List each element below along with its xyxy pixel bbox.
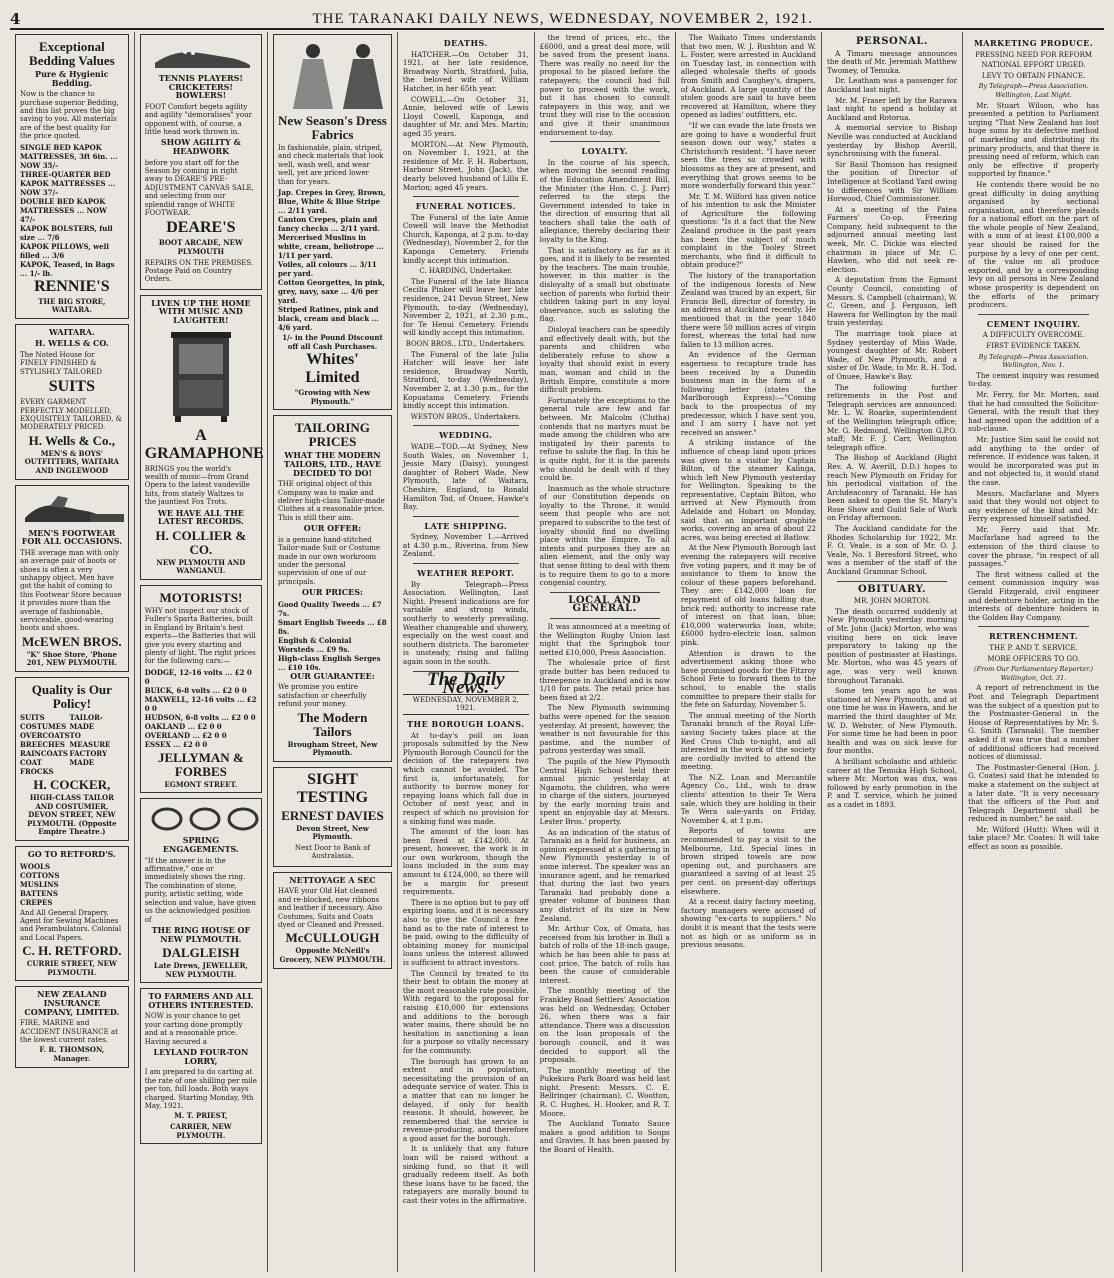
price-item: Striped Ratines, pink and black, cream and black ... 4/6 yard. [278,305,379,333]
ad-address: MEN'S & BOYS' OUTFITTERS, WAITARA AND INGLEWOOD [24,448,119,476]
article-paragraph: The cement inquiry was resumed to-day. [968,370,1100,389]
ad-address: CURRIE STREET, NEW PLYMOUTH. [26,959,117,977]
ad-modern-tailors [273,415,392,761]
article-paragraph: In the course of his speech, when moving the second reading of the Education Amendment Bill, the Minister (the Hon. C. J. Parr) referred to the steps the Government intended to take in the direction of ensuring that all teachers shall take the oath of allegiance, thereby declaring their loyalty to the King. [539,157,670,245]
ad-nz-insurance [15,986,129,1067]
article-paragraph: Inasmuch as the whole structure of our Constitution depends on loyalty to the Throne, it would seem that people who are not prepared to subscribe to the test of loyalty should find no dwelling place within the Empire. To all intents and purposes they are an alien element, and the only way that sense fitting to deal with them is to require them to go to a more congenial country. [539,483,670,588]
price-item: Cotton Georgettes, in pink, grey, navy, saxe ... 4/6 per yard. [278,278,385,306]
column-8 [963,32,1104,1272]
divider [413,425,519,426]
ad-address: "K" Shoe Store, 'Phone 201, NEW PLYMOUTH. [26,649,118,668]
article-heading-marketing: MARKETING PRODUCE. [973,38,1094,48]
column-3 [268,32,398,1272]
article-paragraph: The borough has grown to an extent and in population, necessitating the provision of an adequate service of water. This is a matter that can no longer be delayed, if only for health reasons. It should, however, be remembered that the service is revenue-producing, and therefore a good asset for the borough. [402,1056,529,1143]
list-item: SUITS [20,713,45,723]
ad-footnote: 1/- in the Pound Discount off all Cash Purchases. [282,333,383,351]
ad-title: NETTOYAGE A SEC [289,874,376,885]
article-paragraph: The amount of the loan has been fixed at £142,000. At present, however, the work is in our own workroom, though the loans included in the sum may amount to £124,000, so there will be a margin for present requirements. [402,827,529,897]
article-paragraph: A striking instance of the influence of cheap land upon prices was given to a visitor by Captain Bilton, of the steamer Kalinga, which left New Plymouth yesterday for Wellington. Speaking to the representative, Captain Bilton, who arrived at New Plymouth from Adelaide and Hobart on Monday, said that an important graphite works, covering an area of about 22 acres, was being erected at Batlow. [680,438,816,542]
article-paragraph: The wholesale price of first grade butter has been reduced to threepence in Auckland and is now 1/10 for pats. The retail price has been fixed at 2/2. [539,658,670,702]
guarantee-body: We promise you entire satisfaction or cheerfully refund your money. [278,683,367,709]
ad-mcewen-footwear [15,485,129,672]
ad-subtitle: WE HAVE ALL THE LATEST RECORDS. [157,507,244,527]
list-item: OVERCOATS [20,731,70,741]
ad-address: Late Drews, JEWELLER, NEW PLYMOUTH. [153,961,248,979]
article-paragraph: An evidence of the German eagerness to recapture trade has been received by a Dunedin business man in the form of a following letter (states the Marlborough Express):—"Coming back to the prospectus of my predecessor, which I have sent you, and I am sorry I have not yet received an answer." [680,350,816,437]
ad-firm: H. COCKER, [33,777,111,793]
ad-price-list [145,668,257,749]
divider [837,581,947,582]
article-paragraph: The Auckland Tomato Sauce makes a good addition to Soups and Gravies. It has been passed by the Board of Health. [539,1119,670,1155]
article-dek: LEVY TO OBTAIN FINANCE. [981,71,1086,80]
ad-body: HAVE your Old Hat cleaned and re-blocked, new ribbons and leather if necessary. Also Costumes, Suits and Coats dyed or Cleaned and Pressed. [278,887,384,930]
article-heading-cement: CEMENT INQUIRY. [986,318,1081,329]
ad-subtitle: SHOW AGILITY & HEADWORK [160,137,241,156]
ad-title: Exceptional Bedding Values [29,39,115,68]
article-paragraph: A memorial service to Bishop Neville was conducted at Auckland yesterday by Bishop Averill, synchronising with the funeral. [827,123,958,159]
list-item: RAINCOATS [20,749,68,759]
price-item: MAXWELL, 12-16 volts ... £2 0 0 [144,694,257,713]
ad-firm: RENNIE'S [34,277,110,295]
article-paragraph: the trend of prices, etc., the £6000, and a great deal more, will be saved from the present loans. There was really no need for the proposal to be placed before the ratepayers; the council had full power to proceed with the work, but it has chosen to consult ratepayers in this way, and we trust they will rise to the occasion and give it their unanimous endorsement to-day. [539,33,670,137]
ad-firm: Whites' Limited [305,351,360,387]
ad-subtitle: WHAT THE MODERN TAILORS, LTD., HAVE DECIDED TO DO! [283,450,382,478]
ad-body: BRINGS you the world's wealth of music—from Grand Opera to the latest vaudeville hits, from stately Waltzes to the jauntiest Fox Trots. [144,464,250,507]
price-item: ESSEX ... £2 0 0 [144,739,208,749]
obituary-name: MR. JOHN MORTON. [853,597,931,606]
ad-firm: JELLYMAN & FORBES [157,749,244,779]
article-paragraph: At the New Plymouth Borough last evening the ratepayers will receive five voting papers, and it may be of assistance to them to know the colour of these papers beforehand. They are: £142,000 loan for repayment of old loans falling due, brick red; authority to increase rate of interest on that loan, blue; £10,000 waterworks loan, white; £6000 hydro-electric loan, salmon pink. [680,543,816,647]
section-heading-wedding: WEDDING. [439,430,493,441]
article-paragraph: The annual meeting of the North Taranaki branch of the Royal Life-saving Society takes place at the Red Cross Club to-night, and all interested in the work of the society are cordially invited to attend the meeting. [680,710,816,772]
article-paragraph: The history of the transportation of the indigenous forests of New Zealand was traced by an expert, Sir Francis Bell, director of forestry, in an address at Auckland recently. He mentioned that in the year 1840 there were 50 million acres of virgin forest, whereas the total had now fallen to 13 million acres. [680,271,816,349]
article-paragraph: Mr. Justice Sim said he could not add anything to the order of reference. If evidence was taken, it would be incorporated was put in and not objected to, it would stand the case. [968,434,1100,487]
price-item: English & Colonial Worsteds ... £9 9s. [278,635,352,654]
article-paragraph: The Council by treated to its their best to obtain the money at the most reasonable rate possible. With regard to the proposal for raising £10,000 for extensions and additions to the borough water mains, there should be no hesitation in sanctioning a loan for a purpose so vitally necessary for the community. [402,968,529,1055]
ad-body: THE original object of this Company was to make and deliver high-class Tailor-made Clothes at a reasonable price. This is still their aim. [278,480,385,522]
price-item: OAKLAND ... £2 0 0 [144,721,222,731]
notice: MORTON.—At New Plymouth, on November 1, 1921, at the residence of Mr. F. H. Robertson, Harbour Street, John (Jack), the dearly beloved husband of Lilla E. Morton; aged 45 years. [402,139,529,192]
article-credit: By Telegraph—Press Association. Wellington, Nov. 1. [978,352,1089,370]
ad-firm: DEARE'S [166,219,236,237]
article-paragraph: It was announced at a meeting of the Wellington Rugby Union last night that the Springbok tour netted £10,000, Press Association. [539,622,670,657]
ad-jellyman-motorists [140,585,262,793]
ad-whites-fabrics [273,34,392,410]
newspaper-title: THE TARANAKI DAILY NEWS, WEDNESDAY, NOVEMBER 2, 1921. [312,11,813,27]
price-item: KAPOK, Teased, in Bags ... 1/- lb. [20,259,115,278]
ad-firm: H. Wells & Co., [28,432,116,448]
article-paragraph: There is no option but to pay off expiring loans, and it is necessary also to give the Council a free hand as to the rate of interest to be paid, owing to the difficulty of obtaining money for municipal loans unless the interest allowed is sufficient to attract investors. [402,897,529,967]
article-paragraph: Mr. Ferry, for Mr. Morten, said that he had consulted the Solicitor-General, with the result that they had agreed upon the addition of a sub-clause. [968,389,1100,434]
price-item: OVERLAND ... £2 0 0 [144,730,227,740]
ad-rennies-bedding [15,34,129,319]
article-paragraph: The following further retirements in the Post and Telegraph services are announced: Mr. L. W. Roarke, superintendent of the Wellington telegraph office; Mr. G. Redmond, Wellington G.P.O. staff; Mr. F. J. Carr, Wellington telegraph office. [827,382,958,452]
price-item: THREE-QUARTER BED KAPOK MATTRESSES ... NOW 37/- [20,169,116,197]
article-paragraph: The death occurred suddenly at New Plymouth yesterday morning of Mr. John (Jack) Morton, who was visiting here on sick leave preparatory to taking up the position of postmaster at Hastings. Mr. Morton, who was 45 years of age, was very well known throughout Taranaki. [827,606,958,685]
notice: WADE—TOD.—At Sydney, New South Wales, on November 1, Jessie Mary (Daisy), youngest daughter of Robert Wade, New Plymouth, late of Waitara, Cheshire, England, to Ronald Hamilton Tod, of Onuee, Hawke's Bay. [402,441,529,512]
article-dek: NATIONAL EFFORT URGED. [981,61,1086,70]
divider [413,516,519,517]
ad-body: Now is the chance to purchase superior Bedding, and this list proves the big saving to you. All materials are of the best quality for the price quoted. [20,90,119,141]
price-item: Voiles, all colours ... 3/11 per yard. [278,260,377,279]
ad-price-list [20,143,124,278]
price-item: Mercerised Muslins in white, cream, heliotrope ... 1/11 per yard. [278,233,384,261]
ad-address: HIGH-CLASS TAILOR AND COSTUMIER, DEVON STREET, NEW PLYMOUTH. (Opposite Empire Theatre.) [27,793,117,837]
ad-firm: M. T. PRIEST, [174,1111,228,1121]
ad-address: Devon Street, New Plymouth. [296,823,369,842]
ad-item-list [20,862,124,907]
notice: By Telegraph—Press Association. Wellington, Last Night. Present indications are for variable and strong winds, southerly to westerly prevailing. Weather changeable and showery, especially on the west coast and southern districts. The barometer is unsteady, rising and falling again soon in the south. [402,579,529,666]
notice: Sydney, November 1.—Arrived at 4.30 p.m., Riverina, from New Zealand. [402,532,529,559]
ad-firm: H. COLLIER & CO. [155,527,247,557]
ad-footnote: REPAIRS ON THE PREMISES. Postage Paid on Country Orders. [144,258,254,284]
column-7 [822,32,963,1272]
list-item: BREECHES [20,740,65,750]
article-paragraph: Mr. Wilford (Hutt): When will it take place? Mr. Coates: It will take effect as soon as possible. [968,824,1100,852]
ladies-illustration-icon [278,41,398,111]
ad-body: NOW is your chance to get your carting done promptly and at a reasonable price. Having secured a [144,1012,243,1046]
ad-subtitle: Pure & Hygienic Bedding. [35,69,109,88]
ad-body: Next Door to Bank of Australasia. [294,844,371,861]
list-item: COAT FROCKS [20,758,54,777]
article-heading-loyalty: LOYALTY. [581,146,628,157]
ad-body: THE average man with only an average pair of boots or shoes is often a very unhappy object. Men have got the habit of coming to this Footwear Store because it provides more than the average of fashionable, serviceable, good-wearing boots and shoes. [20,548,122,633]
article-dek: A DIFFICULTY OVERCOME. [982,331,1085,340]
undertaker: BOON BROS., LTD., Undertakers. [405,340,526,348]
article-paragraph: At a recent dairy factory meeting, factory managers were accused of showing "ex-carts to suppliers." No doubt it is meant that the tests were not as high or as uniform as in previous seasons. [680,897,816,950]
ad-title: SPRING ENGAGEMENTS. [162,835,239,855]
notice: The Funeral of the late Annie Cowell will leave the Methodist Church, Kaponga, at 2 p.m. to-day (Wednesday), November 2, for the Kaponga Cemetery. Friends kindly accept this intimation. [402,212,529,265]
price-item: KAPOK BOLSTERS, full size ... 7/6 [20,223,113,242]
ad-cocker-tailor [15,677,129,841]
price-item: Good Quality Tweeds ... £7 7s. [278,599,382,618]
article-paragraph: Mr. T. M. Wilford has given notice of his intention to ask the Minister of Agriculture the following questions: "Is it a fact that the New Zealand produce in the past years has been the subject of much complaint in the Tooley Street merchants, who find it difficult to obtain produce?" [680,191,816,270]
price-item: Jap. Crepes in Grey, Brown, Blue, White & Blue Stripe ... 2/11 yard. [278,188,386,216]
ad-title: NEW ZEALAND INSURANCE COMPANY, LIMITED. [24,989,120,1017]
ad-address: NEW PLYMOUTH AND WANGANUI. [156,557,246,576]
price-item: Canton Crepes, plain and fancy checks ... 2/11 yard. [278,215,380,234]
article-paragraph: Reports of towns are recommended to pay a visit to the Melbourne, Ltd. Special lines in brown striped towels are now opening out, and purchasers are guaranteed a saving of at least 25 per cent. on present-day offerings elsewhere. [680,826,816,896]
article-dek: FIRST EVIDENCE TAKEN. [986,342,1081,350]
ad-address: THE BIG STORE, WAITARA. [38,296,106,315]
section-heading-deaths: DEATHS. [443,38,488,48]
ad-collier-gramophone [140,295,262,580]
ad-big-word: A GRAMAPHONE [144,426,264,462]
ad-tagline: The Noted House for FINELY FINISHED & STYLISHLY TAILORED [20,351,102,376]
notice: The Funeral of the late Julia Hatcher will leave her late residence, Broadway North, Stratford, to-day (Wednesday), November 2, at 1.30 p.m., for the Kopuatama Cemetery. Friends kindly accept this intimation. [402,349,529,411]
article-paragraph: As an indication of the status of Taranaki as a field for business, an opinion expressed at a gathering in New Plymouth yesterday is of some interest. The speaker was an insurance agent, and he remarked that during the last two years Taranaki had probably done a greater volume of business than any district of its size in New Zealand. [539,827,670,923]
section-heading-funerals: FUNERAL NOTICES. [415,201,516,212]
ad-title: TENNIS PLAYERS! CRICKETERS! BOWLERS! [158,73,243,101]
article-paragraph: The pupils of the New Plymouth Central High School held their annual picnic yesterday at Ngamotu, the children, who were in charge of the sisters, journeyed by the early morning train and spent an enjoyable day at Messrs. Lester Bros.' property. [539,756,670,827]
section-heading-personal: PERSONAL. [855,36,929,47]
guarantee-title: OUR GUARANTEE: [290,670,375,681]
article-paragraph: The marriage took place at Sydney yesterday of Miss Wade, youngest daughter of Mr. Robert Wade, of New Plymouth, and a sister of Dr. Wade, to Mr. R. H. Tod, of Onuee, Hawke's Bay. [827,329,958,381]
article-paragraph: Mr. Stuart Wilson, who has presented a petition to Parliament urging "That New Zealand has lost huge sums by its defective method of marketing and distributing its primary products, and that there is pressing need of reform, which can only be effective if properly supported by finance." [968,100,1100,179]
ad-title: Quality is Our Policy! [31,682,112,712]
article-paragraph: Disloyal teachers can be speedily and effectively dealt with, but the parents and children who deliberately refuse to show a loyalty that should exist in every man, woman and child in the British Empire, constitute a more difficult problem. [539,325,670,395]
article-paragraph: The first witness called at the cement commission inquiry was Gerald Fitzgerald, civil engineer and debenture holder, acting in the interests of debenture holders in the Golden Bay Company. [968,569,1100,622]
article-paragraph: A deputation from the Egmont County Council, consisting of Messrs. S. Campbell (chairman), W. C. Green, and J. Ferguson, left Hawera for Wellington by the mail train yesterday. [827,275,958,328]
undertaker: WESTON BROS., Undertakers. [410,412,521,421]
article-paragraph: That is satisfactory as far as it goes, and it is likely to be resented by the teachers. The main trouble, however, in this matter is the disloyalty of a small but obstinate section of parents who forbid their children taking part in any loyal observance, such as saluting the flag. [539,245,670,324]
list-item: MUSLINS [20,879,59,889]
ad-firm: DALGLEISH [162,945,240,961]
ad-title: TAILORING PRICES [295,420,370,450]
article-paragraph: The Auckland candidate for the Rhodes Scholarship for 1922, Mr. F. O. Veale, is a son of Mr. O. J. Veale, No. 1 Beresford Street, who was a member of the staff of the Auckland Grammar School. [827,524,958,577]
article-paragraph: Mr. Ferry said that Mr. Macfarlane had agreed to the extension of the third clause to cover the phrase, "in respect of all passages." [968,524,1100,569]
article-dek: THE P. AND T. SERVICE. [989,644,1078,652]
price-item: SINGLE BED KAPOK MATTRESSES, 3ft 6in. ... NOW 35/- [20,142,118,170]
divider [550,618,660,619]
price-item: Smart English Tweeds ... £8 8s. [278,617,387,636]
ad-body: And All General Drapery. Agent for Sewing Machines and Perambulators. Colonial and Local Papers. [20,908,122,942]
ad-firm: C. H. RETFORD. [22,943,122,959]
article-credit: By Telegraph—Press Association. Wellington, Last Night. [978,82,1089,99]
ad-body: EVERY GARMENT PERFECTLY MODELLED, EXQUISITELY TAILORED, & MODERATELY PRICED. [20,398,122,432]
price-item: HUDSON, 6-8 volts ... £2 0 0 [144,712,256,722]
undertaker: C. HARDING, Undertaker. [419,267,513,276]
shoe-illustration-icon [20,492,130,526]
ad-body: FOOT Comfort begets agility and agility "demoralises" your opponent with, of course, a little head work thrown in. [144,102,252,136]
notice: COWELL.—On October 31, Annie, beloved wife of Lewis Lloyd Cowell, Kaponga, and daughter of Mr. and Mrs. Martin; aged 35 years. [402,94,529,138]
column-2 [135,32,268,1272]
notice: The Funeral of the late Bianca Cecilia Pinker will leave her late residence, 241 Devon Street, New Plymouth, to-day (Wednesday), November 2, 1921, at 2.30 p.m., for Te Henui Cemetery. Friends will kindly accept this intimation. [402,276,529,338]
article-paragraph: The Waikato Times understands that two men, W. J. Rushton and W. L. Foster, were arrested in Auckland on Tuesday last, in connection with alleged wholesale thefts of goods from Smith and Caughey's, drapers, of Auckland. A large quantity of the stolen goods are said to have been recovered at Hamilton, where they opened as ladies' outfitters, etc. [680,33,816,120]
nameplate: The Daily News. [427,668,505,699]
ad-body-2: before you start off for the Season by coming in right away to DEARE'S PRE-ADJUSTMENT CANVAS SALE, and selecting from our splendid range of WHITE FOOTWEAR. [144,158,254,218]
article-dek: MORE OFFICERS TO GO. [987,654,1080,663]
ad-price-list [278,188,387,332]
ad-wells-suits [15,324,129,480]
ad-title: MEN'S FOOTWEAR FOR ALL OCCASIONS. [21,527,122,547]
gramophone-cabinet-icon [161,328,241,424]
ad-firm: McCULLOUGH [285,930,380,946]
section-heading-obituary: OBITUARY. [857,583,927,595]
ad-subtitle: LEYLAND FOUR-TON LORRY, [153,1047,249,1066]
divider [550,592,660,593]
tag-item: TO MEASURE [69,731,111,750]
ad-address: Brougham Street, New Plymouth. [287,739,378,758]
list-item: COSTUMES [20,722,67,732]
article-paragraph: The Postmaster-General (Hon. J. G. Coates) said that he intended to make a statement on the subject at a later date. "It is very necessary that the officers of the Post and Telegraph Department shall be reduced in number," he said. [968,762,1100,824]
section-heading-shipping: LATE SHIPPING. [424,520,508,531]
ad-item-list [20,713,70,776]
section-heading-weather: WEATHER REPORT. [417,568,515,579]
article-paragraph: Fortunately the exceptions to the general rule are few and far between. Mr. Malcolm (Clutha) contends that no martyrs must be made among the children who are instigated by their parents to refuse to salute the flag. In this he is quite right, for it is the parents who should be dealt with if they could be. [539,395,670,483]
ad-title: GO TO RETFORD'S. [27,849,116,860]
price-item: KAPOK PILLOWS, well filled ... 3/6 [20,241,109,260]
article-paragraph: Messrs. Macfarlane and Myers said that they would not object to any evidence of the kind and Mr. Ferry expressed himself satisfied. [968,488,1100,524]
article-paragraph: "If we can evade the late frosts we are going to have a wonderful fruit season down our way," states a Christchurch resident. "I have never seen the trees so crowded with blossoms as they are at present, and everything that grows seems to be more wonderfully forward this year." [680,120,816,191]
ad-body-2: I am prepared to do carting at the rate of one shilling per mile per ton, full loads. Both ways charged. Starting Monday, 9th May, 1921. [144,1068,257,1110]
ad-retford [15,846,129,981]
article-credit: (From Our Parliamentary Reporter.) Wellington, Oct. 31. [974,665,1094,682]
article-paragraph: At a meeting of the Patea Farmers' Co-op. Freezing Company, held subsequent to the adjourned annual meeting last week, Mr. C. Dickie was elected chairman in place of Mr. C. Hawken, who did not seek re-election. [827,204,958,274]
price-item: High-class English Serges ... £10 10s. [278,653,381,672]
ad-body: WHY not inspect our stock of Fuller's Sparta Batteries, built in England by Britain's best experts—the Batteries that will give you every starting and plenty of light. The right prices for the following cars:— [144,607,256,666]
columns [10,32,1104,1272]
page-number: 4 [10,10,22,28]
prices-title: OUR PRICES: [301,587,363,598]
ad-firm: ERNEST DAVIES [281,807,384,823]
article-paragraph: Dr. Leatham was a passenger for Auckland last night. [827,76,958,94]
ad-priest-carrier [140,988,262,1144]
ad-ernest-davies [273,767,392,867]
article-paragraph: Mr. Arthur Cox, of Omata, has received from his brother in Bull a batch of rolls of the 18-inch gauge, which he has been able to pass at cost price. The batch of rolls has been the cause of considerable interest. [539,924,670,985]
column-4 [398,32,535,1272]
ad-title: LIVEN UP THE HOME WITH MUSIC AND LAUGHTER! [151,297,251,326]
article-paragraph: A Timaru message announces the death of Mr. Jeremiah Matthew Twomey, of Temuka. [827,48,958,75]
article-paragraph: Attention is drawn to the advertisement asking those who have promised goods for the Fitzroy School Fete to forward them to the school, to enable the stalls committee to prepare their stalls for the fete on Saturday, November 5. [680,648,816,710]
divider [550,141,660,142]
column-5 [535,32,676,1272]
article-paragraph: A report of retrenchment in the Post and Telegraph Department was the subject of a question put to the Postmaster-General in the House of Representatives by Mr. S. G. Smith (Taranaki). The member asked if it was true that a number of additional officers had received notices of dismissal. [968,683,1100,762]
price-item: DODGE, 12-16 volts ... £2 0 0 [144,667,252,686]
article-heading-retrenchment: RETRENCHMENT. [988,631,1079,642]
article-paragraph: Mr. M. Fraser left by the Rarawa last night to spend a holiday at Auckland and Rotorua. [827,95,958,122]
tag-item: TAILOR-MADE [69,713,103,732]
list-item: BATTENS [20,888,58,898]
offer-body: is a genuine hand-stitched Tailor-made Suit or Costume made in our own workroom under the personal supervision of one of our principals. [278,535,381,586]
list-item: WOOLS [20,861,51,871]
ad-big-word: SUITS [48,378,95,396]
ad-title: TO FARMERS AND ALL OTHERS INTERESTED. [148,991,254,1010]
ad-body: In fashionable, plain, striped, and check materials that look well, wash well, and wear well, yet are priced lower than for years. [278,144,384,186]
tag-item: FACTORY MADE [69,749,108,768]
price-item: BUICK, 6-8 volts ... £2 0 0 [144,685,247,695]
divider [978,314,1089,315]
issue-date: WEDNESDAY, NOVEMBER 2, 1921. [403,694,529,715]
divider [413,196,519,197]
ad-deares-footwear [140,34,262,290]
ad-price-list [278,600,387,672]
ad-tag-list [70,713,124,776]
ad-lead: WAITARA. [48,326,95,337]
price-item: DOUBLE BED KAPOK MATTRESSES ... NOW 47/- [20,196,108,224]
column-6 [676,32,822,1272]
ad-firm: The Modern Tailors [297,709,368,739]
page-masthead [10,6,1104,30]
ad-tagline: "Growing with New Plymouth." [294,388,371,406]
divider [978,626,1089,627]
article-paragraph: Some ten years ago he was stationed at New Plymouth, and at one time he was in Hawera, and he married the third daughter of Mr. W. D. Webster, of New Plymouth. For some time he had been in poor health and was on sick leave for four months. [827,686,958,756]
ad-firm: F. R. THOMSON, Manager. [39,1045,105,1064]
section-heading-local: LOCAL AND GENERAL. [568,594,642,615]
shoe-illustration-icon [145,41,265,71]
ad-firm: McEWEN BROS. [22,633,122,649]
article-paragraph: The monthly meeting of the Pukekura Park Board was held last night. Present: Messrs. C. E. Bellringer (chairman), C. Wootton, R. C. Hughes, H. Hooker, and R. T. Moore. [539,1065,670,1118]
ad-mccullough [273,872,392,969]
ad-title: New Season's Dress Fabrics [278,113,387,142]
article-paragraph: The monthly meeting of the Frankley Road Settlers' Association was held on Wednesday, October 26, when there was a fair attendance. There was a discussion on the loan proposals of the borough council, and it was decided to support all the proposals. [539,986,670,1065]
ad-subtitle: THE RING HOUSE OF NEW PLYMOUTH. [151,924,251,944]
offer-title: OUR OFFER: [303,523,362,534]
ad-title: MOTORISTS! [159,590,243,606]
article-paragraph: A brilliant scholastic and athletic career at the Temuka High School, where Mr. Morton was dux, was followed by early promotion in the P. and T. service, which he joined as a cadet in 1893. [827,756,958,809]
article-paragraph: The New Plymouth swimming baths were opened for the season yesterday. At present, however, the weather is not favourable for this pastime, and the number of patrons yesterday was small. [539,703,670,756]
rings-illustration-icon [145,805,265,833]
list-item: CREPES [20,897,53,907]
article-paragraph: He contends there would be no great difficulty in doing anything organised by sectional organisation, and therefore pleads for a national effort on the part of the whole people of New Zealand, with a sum of at least £100,000 a year should be raised for the purpose by a levy of one per cent. of the value on all produce exported, and by a corresponding levy on all persons in New Zealand whose prosperity is dependent on the efforts of the primary producers. [968,179,1100,310]
list-item: COTTONS [20,870,60,880]
ad-address: CARRIER, NEW PLYMOUTH. [170,1121,232,1140]
article-paragraph: Sir Basil Thomson has resigned the position of Director of Intelligence at Scotland Yard owing to differences with Sir William Horwood, Chief Commissioner. [827,159,958,204]
divider [413,563,519,564]
column-1 [10,32,135,1272]
ad-dalgleish-rings [140,798,262,983]
leader-heading: THE BOROUGH LOANS. [407,718,525,729]
article-paragraph: The Bishop of Auckland (Right Rev. A. W. Averill, D.D.) hopes to reach New Plymouth on Friday for his periodical visitation of the Archdeaconry of Taranaki. He has been asked to open the St. Mary's Rose Show and Guild Sale of Work on Friday afternoon. [827,453,958,523]
ad-body: "If the answer is in the affirmative," one or immediately shows the ring. The combination of stone, purity, artistic setting, wide selection and value, have given us the acknowledged position of [144,856,256,924]
ad-address: Opposite McNeill's Grocery, NEW PLYMOUTH. [279,946,386,965]
article-paragraph: The N.Z. Loan and Mercantile Agency Co., Ltd., wish to draw clients' attention to their Te Wera sale, which they are holding in their Te Wera sale-yards on Friday, November 4, at 1 p.m. [680,772,816,825]
notice: HATCHER.—On October 31, 1921, at her late residence, Broadway North, Stratford, Julia, the beloved wife of William Hatcher, in her 65th year. [402,49,529,93]
ad-address: EGMONT STREET. [164,779,238,789]
ad-firm-line: H. WELLS & CO. [35,338,109,349]
ad-title: SIGHT TESTING [296,770,369,806]
ad-body: FIRE, MARINE and ACCIDENT INSURANCE at the lowest current rates. [20,1019,118,1045]
ad-address: BOOT ARCADE, NEW PLYMOUTH [158,238,243,257]
article-paragraph: At to-day's poll on loan proposals submitted by the New Plymouth Borough Council for the decision of the ratepayers two which cannot be avoided. The first is, unfortunately, for authority to borrow money for repaying loans which fall due in October of next year, and in respect of which no provision for a sinking fund was made. [402,730,529,826]
article-dek: PRESSING NEED FOR REFORM [975,50,1093,59]
article-paragraph: It is unlikely that any future loan will be raised without a sinking fund, so that it will gradually redeem itself. As both these loans have to be faced, the ratepayers are morally bound to cast their votes in the affirmative. [402,1144,529,1206]
